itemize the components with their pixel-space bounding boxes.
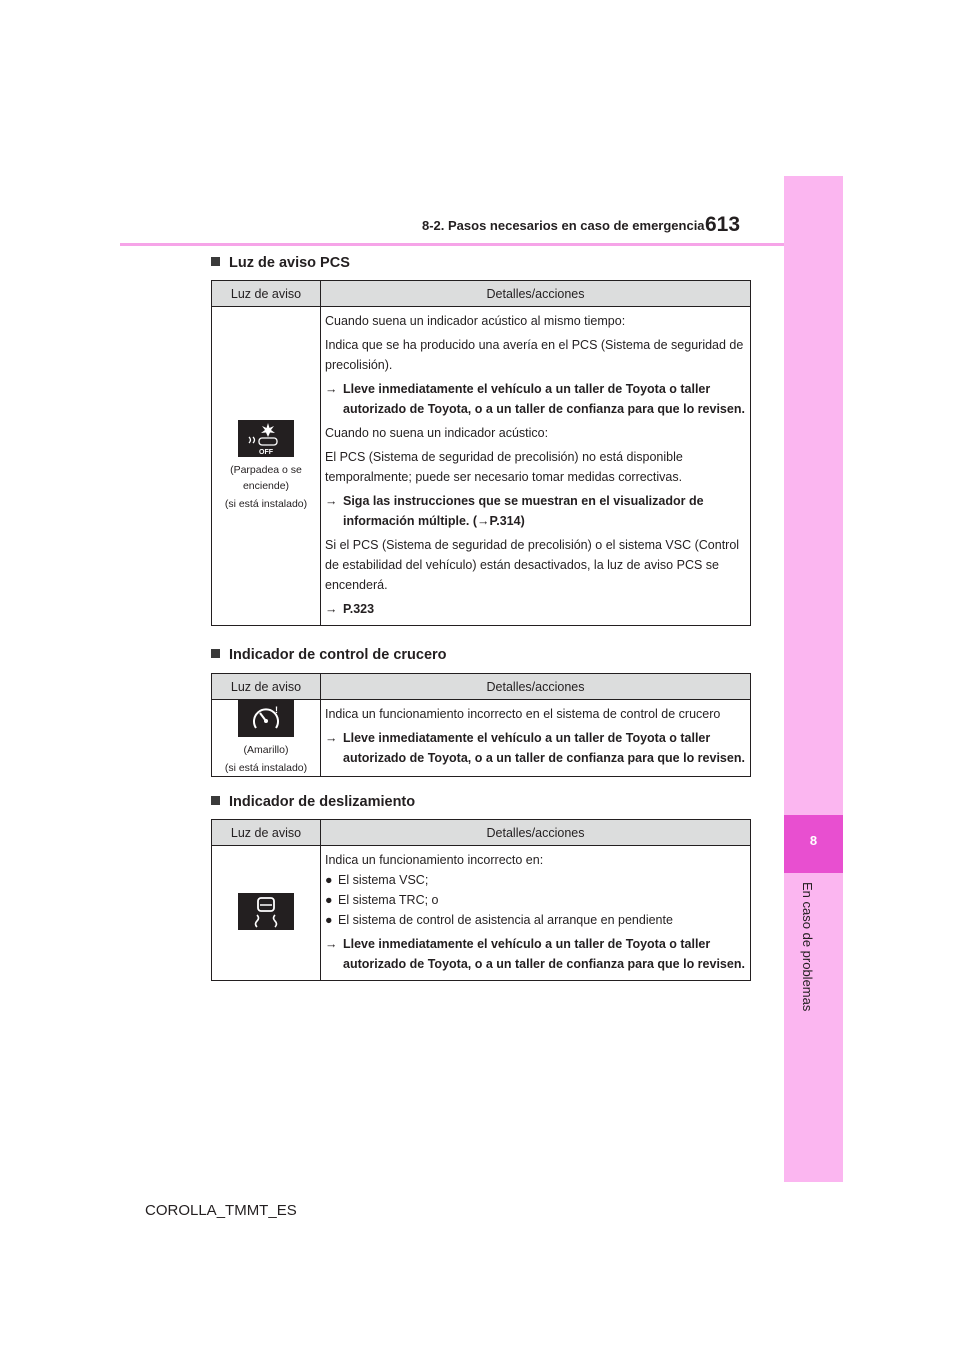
arrow-icon: → <box>325 937 338 951</box>
col-header-details: Detalles/acciones <box>321 820 751 846</box>
page-number: 613 <box>705 213 741 236</box>
list-item: ● El sistema de control de asistencia al arranque en pendiente <box>325 910 746 930</box>
action-item: → Siga las instrucciones que se muestran en el visualizador de información múltiple. (→P.314) <box>325 491 746 531</box>
lamp-caption: (Amarillo) <box>243 744 289 756</box>
action-item: → Lleve inmediatamente el vehículo a un taller de Toyota o taller autorizado de Toyota, o a un taller de confianza para que lo revisen. <box>325 728 746 768</box>
square-bullet-icon <box>211 649 220 658</box>
detail-text: Cuando suena un indicador acústico al mismo tiempo: <box>325 314 626 328</box>
chapter-label: En caso de problemas <box>800 882 815 1012</box>
table-header-row <box>212 281 751 307</box>
action-item: → Lleve inmediatamente el vehículo a un taller de Toyota o taller autorizado de Toyota, o a un taller de confianza para que lo revisen. <box>325 379 746 419</box>
section-heading-slip: Indicador de deslizamiento <box>211 794 415 810</box>
lamp-cell <box>212 307 321 626</box>
detail-text: Indica un funcionamiento incorrecto en el sistema de control de crucero <box>325 707 721 721</box>
arrow-icon: → <box>325 731 338 745</box>
lamp-cell <box>212 700 321 777</box>
section-heading-cruise: Indicador de control de crucero <box>211 647 447 663</box>
list-item: ● El sistema TRC; o <box>325 890 746 910</box>
action-item: → Lleve inmediatamente el vehículo a un taller de Toyota o taller autorizado de Toyota, o a un taller de confianza para que lo revisen. <box>325 934 746 974</box>
details-cell <box>321 307 751 626</box>
table-header-row <box>212 674 751 700</box>
action-item: → P.323 <box>325 599 746 619</box>
bullet-icon: ● <box>325 873 333 887</box>
col-header-lamp: Luz de aviso <box>212 674 321 700</box>
slip-table <box>211 819 751 981</box>
chapter-number: 8 <box>809 833 818 848</box>
detail-text: Indica un funcionamiento incorrecto en: <box>325 853 544 867</box>
svg-text:OFF: OFF <box>259 449 273 456</box>
cruise-control-warning-icon <box>238 700 294 737</box>
details-cell <box>321 700 751 777</box>
section-heading-pcs: Luz de aviso PCS <box>211 255 350 271</box>
col-header-lamp: Luz de aviso <box>212 281 321 307</box>
lamp-cell <box>212 846 321 981</box>
slip-indicator-icon <box>238 893 294 930</box>
chapter-side-tab <box>784 176 843 1182</box>
svg-text:!: ! <box>275 705 278 715</box>
document-code: COROLLA_TMMT_ES <box>145 1202 297 1219</box>
col-header-details: Detalles/acciones <box>321 674 751 700</box>
bullet-icon: ● <box>325 893 333 907</box>
detail-text: Si el PCS (Sistema de seguridad de precolisión) o el sistema VSC (Control de estabilidad del vehículo) están desactivados, la luz de aviso PCS se encenderá. <box>325 538 740 592</box>
table-row <box>212 846 751 981</box>
details-cell <box>321 846 751 981</box>
col-header-details: Detalles/acciones <box>321 281 751 307</box>
pcs-table <box>211 280 751 626</box>
bullet-icon: ● <box>325 913 333 927</box>
table-row <box>212 307 751 626</box>
detail-text: Indica que se ha producido una avería en el PCS (Sistema de seguridad de precolisión). <box>325 338 744 372</box>
pcs-off-icon <box>238 420 294 457</box>
detail-text: El PCS (Sistema de seguridad de precolisión) no está disponible temporalmente; puede ser necesario tomar medidas correctivas. <box>325 450 683 484</box>
arrow-icon: → <box>325 382 338 396</box>
table-row <box>212 700 751 777</box>
cruise-table <box>211 673 751 777</box>
list-item: ● El sistema VSC; <box>325 870 746 890</box>
detail-text: Cuando no suena un indicador acústico: <box>325 426 549 440</box>
table-header-row <box>212 820 751 846</box>
col-header-lamp: Luz de aviso <box>212 820 321 846</box>
square-bullet-icon <box>211 257 220 266</box>
lamp-caption-installed: (si está instalado) <box>224 498 308 510</box>
section-title: 8-2. Pasos necesarios en caso de emergencia <box>422 218 705 233</box>
header-rule <box>120 243 784 246</box>
arrow-icon: → <box>325 602 338 616</box>
lamp-caption-installed: (si está instalado) <box>224 762 308 774</box>
square-bullet-icon <box>211 796 220 805</box>
arrow-icon: → <box>325 494 338 508</box>
lamp-caption: (Parpadea o se enciende) <box>230 464 302 492</box>
